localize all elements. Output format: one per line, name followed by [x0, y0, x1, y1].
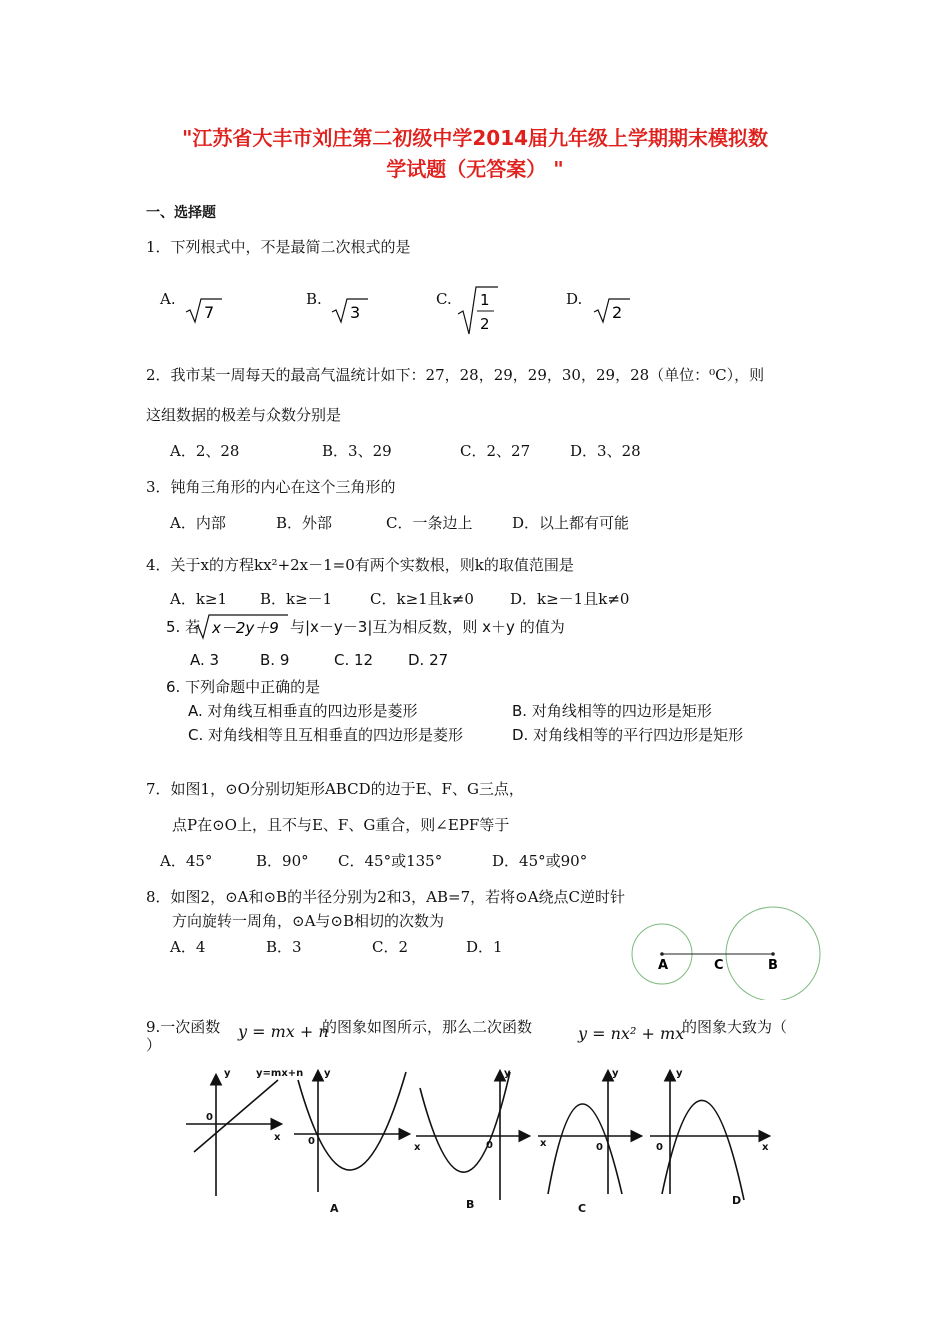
- q1-option-d-sqrt: [592, 296, 632, 324]
- q9-linear-function: y = mx + n: [238, 1022, 329, 1041]
- q5-prefix: 5. 若: [166, 618, 201, 636]
- graph-d-axis-x: x: [762, 1142, 769, 1153]
- q6-option-a: A. 对角线互相垂直的四边形是菱形: [188, 702, 418, 720]
- q8-figure-circles: [624, 900, 830, 1000]
- q9-close: ）: [146, 1036, 162, 1054]
- q9-graphs: [180, 1064, 780, 1214]
- graph-c-origin: 0: [596, 1142, 603, 1153]
- q1-option-d-radicand: 2: [612, 303, 623, 322]
- q7-option-c: C．45°或135°: [338, 852, 443, 870]
- given-graph-label: y=mx+n: [256, 1068, 304, 1079]
- q6-stem: 6. 下列命题中正确的是: [166, 678, 321, 696]
- graph-a-label: A: [330, 1202, 339, 1214]
- given-origin: 0: [206, 1112, 213, 1123]
- graph-d-axis-y: y: [676, 1068, 683, 1079]
- label-b: B: [768, 958, 778, 973]
- q9-suffix: 的图象大致为（: [682, 1018, 788, 1036]
- q2-option-b: B．3、29: [322, 442, 392, 460]
- q1-option-a-label: A.: [160, 290, 176, 308]
- graph-a: [294, 1072, 408, 1192]
- q5-option-c: C. 12: [334, 651, 374, 669]
- graph-c-label: C: [578, 1202, 587, 1214]
- q8-line2: 方向旋转一周角，⊙A与⊙B相切的次数为: [172, 912, 444, 930]
- graph-b-label: B: [466, 1198, 475, 1211]
- graph-b-axis-y: y: [504, 1068, 511, 1079]
- q8-option-c: C．2: [372, 938, 409, 956]
- doc-title-line2: 学试题（无答案） ": [386, 157, 564, 181]
- q7-line2: 点P在⊙O上，且不与E、F、G重合，则∠EPF等于: [172, 816, 510, 834]
- graph-d-origin: 0: [656, 1142, 663, 1153]
- q1-option-b-sqrt: [330, 296, 370, 324]
- q3-option-d: D．以上都有可能: [512, 514, 630, 532]
- q7-line1: 7．如图1，⊙O分别切矩形ABCD的边于E、F、G三点，: [146, 780, 524, 798]
- q1-option-b-label: B.: [306, 290, 322, 308]
- q1-option-a-sqrt: [184, 296, 224, 324]
- graph-d: [650, 1072, 768, 1200]
- q3-option-c: C．一条边上: [386, 514, 473, 532]
- q3-option-a: A．内部: [170, 514, 226, 532]
- q2-option-c: C．2、27: [460, 442, 531, 460]
- graph-a-axis-y: y: [324, 1068, 331, 1079]
- graph-d-label: D: [732, 1194, 742, 1207]
- q5-middle: 与|x－y－3|互为相反数，则 x＋y 的值为: [290, 618, 565, 636]
- q2-line1: 2．我市某一周每天的最高气温统计如下：27，28，29，29，30，29，28（单位：⁰C），则: [146, 366, 765, 384]
- q7-option-d: D．45°或90°: [492, 852, 588, 870]
- q2-line2: 这组数据的极差与众数分别是: [146, 406, 342, 424]
- q6-option-b: B. 对角线相等的四边形是矩形: [512, 702, 712, 720]
- q4-stem: 4．关于x的方程kx²+2x－1=0有两个实数根，则k的取值范围是: [146, 556, 574, 574]
- q9-middle: 的图象如图所示，那么二次函数: [322, 1018, 533, 1036]
- q3-option-b: B．外部: [276, 514, 333, 532]
- q7-option-b: B．90°: [256, 852, 309, 870]
- doc-title-line1: "江苏省大丰市刘庄第二初级中学2014届九年级上学期期末模拟数: [181, 126, 769, 150]
- q4-option-c: C．k≥1且k≠0: [370, 590, 474, 608]
- q9-prefix: 9.一次函数: [146, 1018, 221, 1036]
- q1-option-b-radicand: 3: [350, 303, 361, 322]
- q5-radicand: x－2y＋9: [212, 619, 279, 637]
- q9-quadratic-function: y = nx² + mx: [578, 1024, 685, 1043]
- q1-option-c-numerator: 1: [480, 291, 490, 309]
- q1-option-c-denominator: 2: [480, 315, 490, 333]
- q2-option-a: A．2、28: [170, 442, 240, 460]
- q5-option-d: D. 27: [408, 651, 449, 669]
- given-axis-x: x: [274, 1132, 281, 1143]
- graph-b: [416, 1072, 528, 1200]
- given-axis-y: y: [224, 1068, 231, 1079]
- q4-option-a: A．k≥1: [170, 590, 228, 608]
- q8-option-b: B．3: [266, 938, 302, 956]
- q4-option-d: D．k≥－1且k≠0: [510, 590, 630, 608]
- q6-option-c: C. 对角线相等且互相垂直的四边形是菱形: [188, 726, 464, 744]
- q1-option-d-label: D.: [566, 290, 583, 308]
- q5-option-b: B. 9: [260, 651, 290, 669]
- q1-stem: 1．下列根式中，不是最简二次根式的是: [146, 238, 411, 256]
- graph-b-origin: 0: [486, 1140, 493, 1151]
- q3-stem: 3．钝角三角形的内心在这个三角形的: [146, 478, 396, 496]
- label-a: A: [658, 958, 669, 973]
- q1-option-c-label: C.: [436, 290, 452, 308]
- graph-c: [538, 1072, 640, 1194]
- label-c: C: [714, 958, 724, 973]
- graph-c-axis-x: x: [540, 1138, 547, 1149]
- q8-line1: 8．如图2，⊙A和⊙B的半径分别为2和3，AB=7，若将⊙A绕点C逆时针: [146, 888, 626, 906]
- q8-option-d: D．1: [466, 938, 503, 956]
- q1-option-a-radicand: 7: [204, 303, 215, 322]
- graph-a-origin: 0: [308, 1136, 315, 1147]
- q2-option-d: D．3、28: [570, 442, 641, 460]
- q5-option-a: A. 3: [190, 651, 220, 669]
- q7-option-a: A．45°: [160, 852, 213, 870]
- graph-c-axis-y: y: [612, 1068, 619, 1079]
- q4-option-b: B．k≥－1: [260, 590, 333, 608]
- q5-sqrt: [192, 612, 290, 640]
- q8-option-a: A．4: [170, 938, 206, 956]
- graph-b-axis-x: x: [414, 1142, 421, 1153]
- graph-given-linear: [186, 1076, 280, 1196]
- section-heading: 一、选择题: [146, 205, 216, 221]
- q1-option-c-sqrt: [456, 284, 500, 336]
- q6-option-d: D. 对角线相等的平行四边形是矩形: [512, 726, 744, 744]
